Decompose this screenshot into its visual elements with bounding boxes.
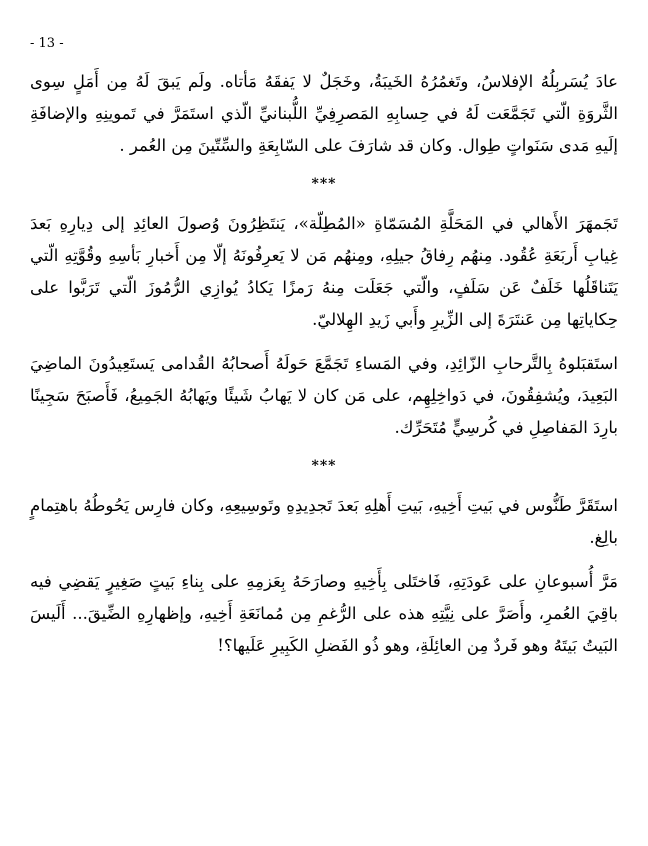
- section-separator: ***: [311, 176, 337, 192]
- paragraph-gathering: تَجَمهَرَ الأَهالي في المَحَلَّةِ المُسَمّاةِ «المُطِلّة»، يَنتَظِرُونَ وُصولَ العائِدِ إلى دِيارِهِ بَعدَ غِيابِ أَربَعَةِ عُقُود. مِنهُم رِفاقُ جيلِهِ، ومِنهُم مَن لا يَعرِفُونَهُ إلّا مِن أَخبارِ بَأسِهِ وقُوَّتِهِ الّتي يَتَناقَلُها خَلَفٌ عَن سَلَفٍ، والّتي جَعَلَت مِنهُ رَمزًا يَكادُ يُوازِي الرُّمُوزَ الّتي تَرَبَّوا على حِكاياتِها مِن عَنتَرَةَ إلى الزِّيرِ وأَبي زَيدِ الهِلاليّ.: [30, 214, 618, 329]
- page-body: [30, 66, 618, 662]
- paragraph-settling: استَقَرَّ طَنُّوس في بَيتِ أَخِيهِ، بَيتِ أَهلِهِ بَعدَ تَجدِيدِهِ وتَوسِيعِهِ، وكان فارِس يَحُوطُهُ باهتِمامٍ بالِغ.: [30, 496, 618, 547]
- section-separator: ***: [311, 458, 337, 474]
- paragraph-reception: استَقبَلوهُ بِالتَّرحابِ الزّائِدِ، وفي المَساءِ تَجَمَّعَ حَولَهُ أَصحابُهُ القُدامى يَستَعِيدُونَ الماضِيَ البَعِيدَ، ويُشفِقُونَ، في دَواخِلِهِم، على مَن كان لا يَهابُ شَيئًا ويَهابُهُ الجَمِيعُ، فَأَصبَحَ سَجِينًا بارِدَ المَفاصِلِ في كُرسِيٍّ مُتَحَرِّك.: [30, 354, 618, 437]
- paragraph-new-house: مَرَّ أُسبوعانِ على عَودَتِهِ، فَاختَلى بِأَخِيهِ وصارَحَهُ بِعَزمِهِ على بِناءِ بَيتٍ صَغِيرٍ يَقضِي فيه باقِيَ العُمرِ، وأَصَرَّ على نِيَّتِهِ هذه على الرُّغمِ مِن مُمانَعَةِ أَخِيهِ، وإظهارِهِ الضِّيقَ... أَلَيسَ البَيتُ بَيتَهُ وهو فَردٌ مِن العائِلَةِ، وهو ذُو الفَضلِ الكَبِيرِ عَلَيها؟!: [30, 572, 618, 655]
- page-number: - 13 -: [30, 36, 64, 51]
- paragraph-return: عادَ يُسَربِلُهُ الإفلاسُ، وتَغمُرُهُ الخَيبَةُ، وخَجَلٌ لا يَفقَهُ مَأتاه. ولَم يَبقَ لَهُ مِن أَمَلٍ سِوى الثَّروَةِ الّتي تَجَمَّعَت لَهُ في حِسابِهِ المَصرِفِيِّ اللُّبنانيِّ الّذي استَمَرَّ في تَموينِهِ والإضافَةِ إلَيهِ مَدى سَنَواتٍ طِوال. وكان قد شارَفَ على السّابِعَةِ والسِّتّينَ مِن العُمر .: [30, 72, 618, 155]
